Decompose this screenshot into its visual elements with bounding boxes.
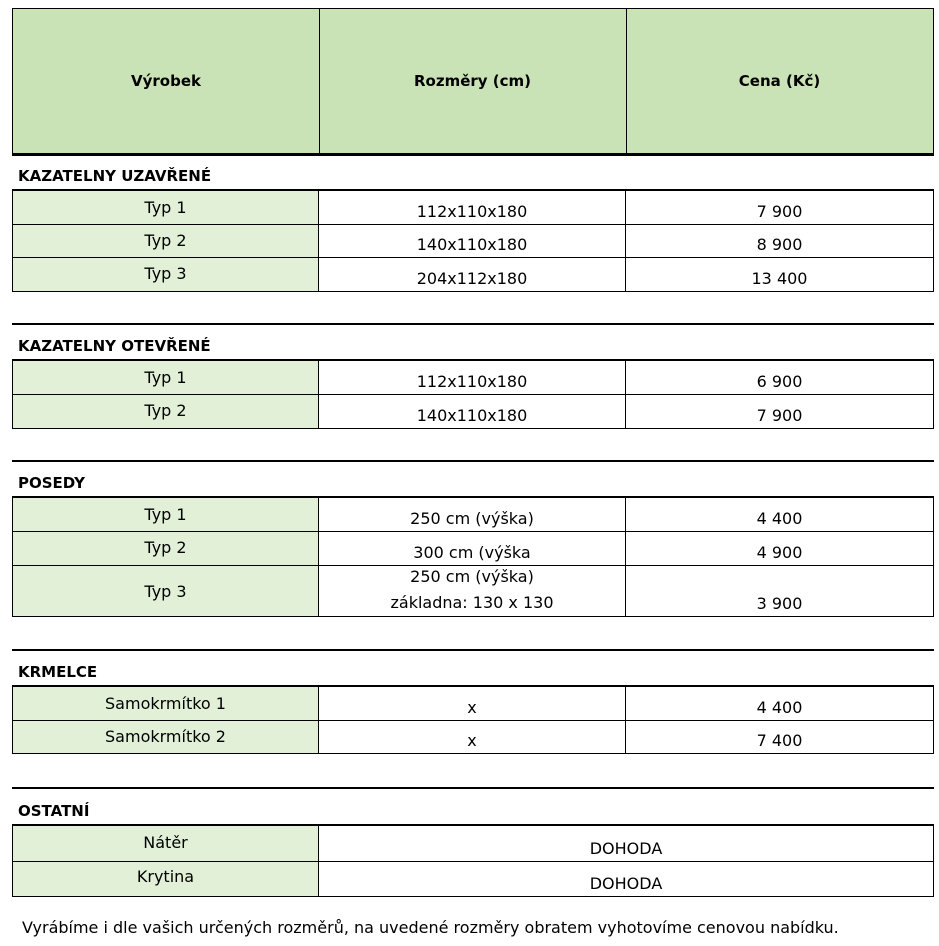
table-row xyxy=(13,532,933,565)
table-row xyxy=(13,225,933,257)
price-cell: DOHODA xyxy=(589,839,663,858)
product-cell: Typ 2 xyxy=(13,395,319,428)
price-table xyxy=(12,824,934,897)
size-cell: 300 cm (výška xyxy=(319,532,626,565)
price-table xyxy=(12,496,934,617)
price-cell: 8 900 xyxy=(756,235,803,254)
price-cell: DOHODA xyxy=(589,874,663,893)
price-cell: 7 900 xyxy=(756,202,803,221)
section-title: KAZATELNY UZAVŘENÉ xyxy=(18,167,212,185)
product-cell: Typ 1 xyxy=(13,361,319,394)
table-row xyxy=(13,862,933,896)
product-cell: Nátěr xyxy=(13,826,319,861)
table-row xyxy=(13,395,933,428)
table-row xyxy=(13,826,933,861)
price-cell: 13 400 xyxy=(751,269,808,288)
size-cell: 140x110x180 xyxy=(319,395,626,428)
price-cell: 4 400 xyxy=(756,698,803,717)
product-cell: Samokrmítko 1 xyxy=(13,687,319,720)
price-cell: 3 900 xyxy=(756,594,803,613)
price-cell: 7 400 xyxy=(756,731,803,750)
header-dimensions: Rozměry (cm) xyxy=(413,72,532,90)
table-row xyxy=(13,721,933,753)
size-cell: 112x110x180 xyxy=(319,361,626,394)
footnote: Vyrábíme i dle vašich určených rozměrů, na uvedené rozměry obratem vyhotovíme cenovou nabídku. xyxy=(22,918,839,937)
table-row xyxy=(13,566,933,616)
size-cell xyxy=(319,566,626,616)
size-cell: x xyxy=(319,721,626,753)
price-table xyxy=(12,685,934,754)
product-cell: Krytina xyxy=(13,862,319,896)
product-cell: Typ 3 xyxy=(13,258,319,291)
size-cell: x xyxy=(319,687,626,720)
size-cell: 204x112x180 xyxy=(319,258,626,291)
product-cell: Typ 3 xyxy=(13,566,319,616)
price-cell: 7 900 xyxy=(756,406,803,425)
product-cell: Typ 2 xyxy=(13,532,319,565)
table-header xyxy=(12,8,934,156)
product-cell: Samokrmítko 2 xyxy=(13,721,319,753)
header-price: Cena (Kč) xyxy=(738,72,821,90)
price-cell: 4 900 xyxy=(756,543,803,562)
header-product: Výrobek xyxy=(131,72,201,90)
size-cell: 250 cm (výška) xyxy=(319,498,626,531)
table-row xyxy=(13,191,933,224)
table-row xyxy=(13,361,933,394)
table-row xyxy=(13,687,933,720)
section-title: KAZATELNY OTEVŘENÉ xyxy=(18,337,211,355)
section-title: KRMELCE xyxy=(18,663,98,681)
price-table xyxy=(12,189,934,292)
product-cell: Typ 1 xyxy=(13,498,319,531)
price-table xyxy=(12,359,934,429)
section-title: OSTATNÍ xyxy=(18,802,90,820)
section-title: POSEDY xyxy=(18,474,86,492)
size-line: základna: 130 x 130 xyxy=(390,592,554,612)
product-cell: Typ 1 xyxy=(13,191,319,224)
price-cell: 6 900 xyxy=(756,372,803,391)
size-cell: 112x110x180 xyxy=(319,191,626,224)
size-line: 250 cm (výška) xyxy=(410,566,534,586)
table-row xyxy=(13,258,933,291)
size-cell: 140x110x180 xyxy=(319,225,626,257)
table-row xyxy=(13,498,933,531)
product-cell: Typ 2 xyxy=(13,225,319,257)
price-cell: 4 400 xyxy=(756,509,803,528)
